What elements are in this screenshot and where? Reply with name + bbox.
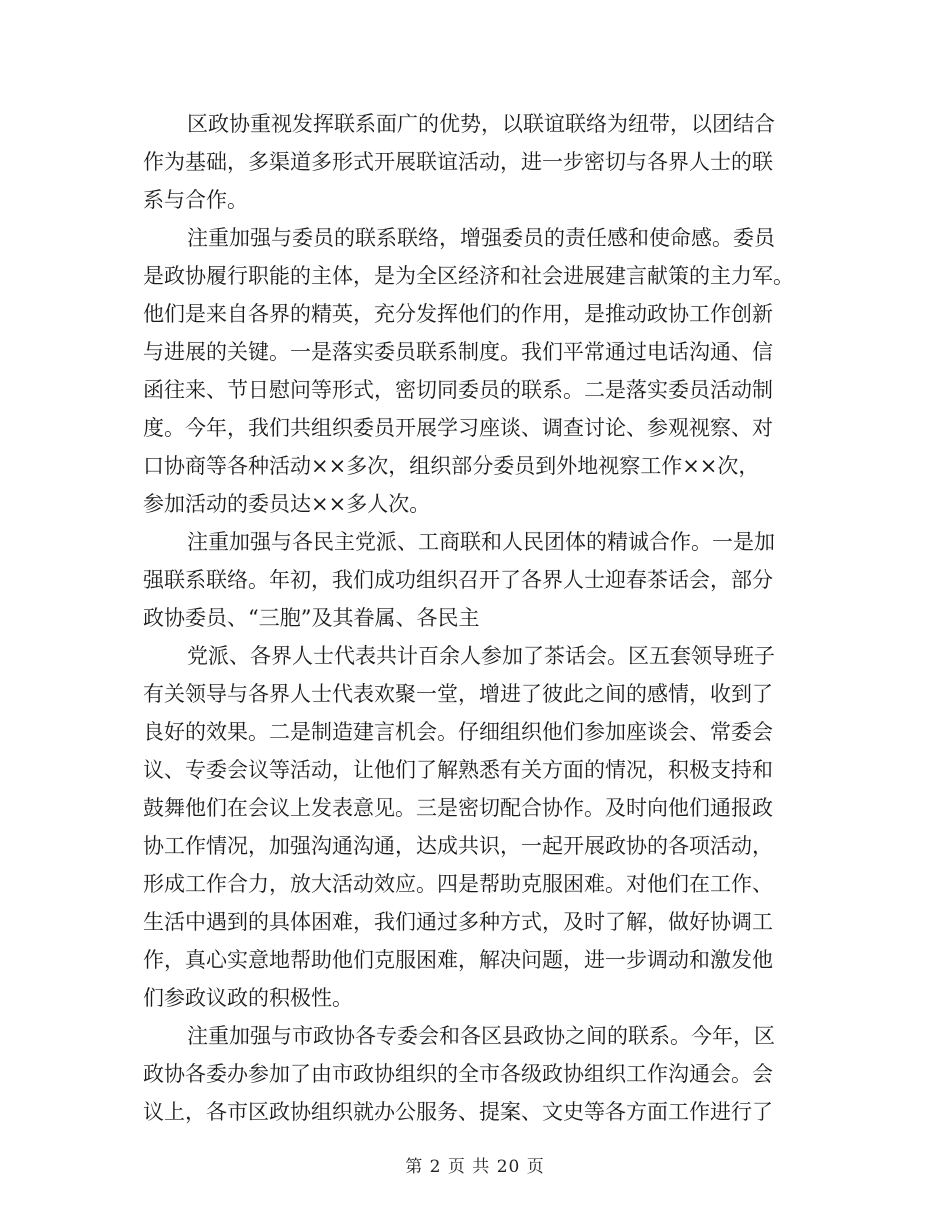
text-line: 良好的效果。二是制造建言机会。仔细组织他们参加座谈会、常委会 xyxy=(143,720,773,744)
text-line: 协工作情况，加强沟通沟通，达成共识，一起开展政协的各项活动， xyxy=(143,834,773,858)
document-body xyxy=(143,105,803,1131)
text-line: 作，真心实意地帮助他们克服困难，解决问题，进一步调动和激发他 xyxy=(143,948,773,972)
text-line: 作为基础，多渠道多形式开展联谊活动，进一步密切与各界人士的联 xyxy=(143,150,773,174)
text-line: 议上，各市区政协组织就办公服务、提案、文史等各方面工作进行了 xyxy=(143,1100,773,1124)
text-line: 注重加强与市政协各专委会和各区县政协之间的联系。今年，区 xyxy=(187,1024,775,1048)
text-line: 注重加强与委员的联系联络，增强委员的责任感和使命感。委员 xyxy=(187,226,775,250)
text-line: 议、专委会议等活动，让他们了解熟悉有关方面的情况，积极支持和 xyxy=(143,758,773,782)
text-line: 形成工作合力，放大活动效应。四是帮助克服困难。对他们在工作、 xyxy=(143,872,773,896)
text-line: 参加活动的委员达××多人次。 xyxy=(143,492,431,516)
text-line: 生活中遇到的具体困难，我们通过多种方式，及时了解，做好协调工 xyxy=(143,910,773,934)
text-line: 强联系联络。年初，我们成功组织召开了各界人士迎春茶话会，部分 xyxy=(143,568,773,592)
text-line: 有关领导与各界人士代表欢聚一堂，增进了彼此之间的感情，收到了 xyxy=(143,682,773,706)
text-line: 与进展的关键。一是落实委员联系制度。我们平常通过电话沟通、信 xyxy=(143,340,773,364)
text-line: 党派、各界人士代表共计百余人参加了茶话会。区五套领导班子 xyxy=(187,644,775,668)
text-line: 政协委员、“三胞”及其眷属、各民主 xyxy=(143,606,480,630)
page-number-footer: 第 2 页 共 20 页 xyxy=(405,1157,545,1177)
text-line: 系与合作。 xyxy=(143,188,248,212)
text-line: 们参政议政的积极性。 xyxy=(143,986,353,1010)
text-line: 口协商等各种活动××多次，组织部分委员到外地视察工作××次， xyxy=(143,454,760,478)
text-line: 他们是来自各界的精英，充分发挥他们的作用，是推动政协工作创新 xyxy=(143,302,773,326)
text-line: 鼓舞他们在会议上发表意见。三是密切配合协作。及时向他们通报政 xyxy=(143,796,773,820)
text-line: 注重加强与各民主党派、工商联和人民团体的精诚合作。一是加 xyxy=(187,530,775,554)
text-line: 区政协重视发挥联系面广的优势，以联谊联络为纽带，以团结合 xyxy=(187,112,775,136)
text-line: 函往来、节日慰问等形式，密切同委员的联系。二是落实委员活动制 xyxy=(143,378,773,402)
text-line: 政协各委办参加了由市政协组织的全市各级政协组织工作沟通会。会 xyxy=(143,1062,773,1086)
text-line: 是政协履行职能的主体，是为全区经济和社会进展建言献策的主力军。 xyxy=(143,264,794,288)
text-line: 度。今年，我们共组织委员开展学习座谈、调查讨论、参观视察、对 xyxy=(143,416,773,440)
